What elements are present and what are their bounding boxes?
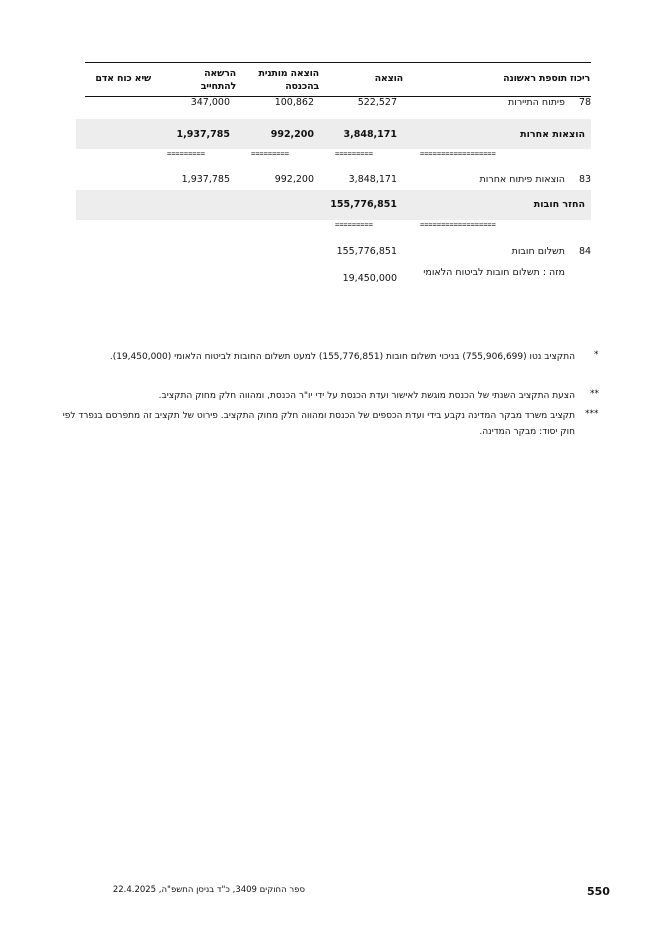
row78-conditional: 100,862	[274, 97, 314, 108]
note3-mark: ***	[585, 409, 599, 419]
row78-label: פיתוח התיירות	[507, 97, 565, 108]
header-conditional	[237, 67, 319, 93]
header-conditional-text: הוצאה מותנית בהכנסה	[258, 68, 319, 92]
row83-commitment: 1,937,785	[181, 174, 230, 185]
row78-commitment: 347,000	[190, 97, 230, 108]
row84-code: 84	[579, 246, 592, 257]
separator-conditional: =========	[251, 150, 289, 158]
row78-expense: 522,527	[357, 97, 397, 108]
header-manpower: שיא כוח אדם	[95, 73, 151, 84]
row83-conditional: 992,200	[274, 174, 314, 185]
row84-sub-label	[415, 266, 565, 279]
row84-sub-label-text: מזה : תשלום חובות לביטוח הלאומי	[423, 267, 565, 278]
separator-long: ==================	[420, 150, 496, 158]
row84-sub-expense: 19,450,000	[342, 273, 397, 284]
note2-text: הצעת התקציב השנתי של הכנסת מוגשת לאישור ועדת הכנסת על ידי יו"ר הכנסת, ומהווה חלק מחוק התקציב.	[158, 391, 575, 401]
note1-text: התקציב נטו (755,906,699) בניכוי תשלום חובות (155,776,851) למעט תשלום החובות לביטוח הלאומי (19,450,000).	[109, 352, 575, 362]
note3-text: תקציב משרד מבקר המדינה נקבע בידי ועדת הכספים של הכנסת ומהווה חלק מחוק התקציב. פירוט של תקציב זה מתפרסם בנפרד לפי חוק יסוד: מבקר המדינה.	[62, 411, 575, 437]
row83-code: 83	[579, 174, 592, 185]
page-number: 550	[587, 885, 610, 898]
header-commitment-text: הרשאה להתחייב	[200, 68, 236, 92]
other-total-label: הוצאות אחרות	[520, 129, 585, 140]
separator-long-2: ==================	[420, 221, 496, 229]
header-code: ריכוז תוספת ראשונה	[503, 73, 590, 84]
row83-label: הוצאות פיתוח אחרות	[479, 174, 565, 185]
row83-expense: 3,848,171	[348, 174, 397, 185]
row84-expense: 155,776,851	[336, 246, 397, 257]
note2-mark: **	[590, 389, 599, 399]
separator-expense-2: =========	[335, 221, 373, 229]
other-total-shade	[76, 119, 591, 149]
other-total-commitment: 1,937,785	[176, 129, 230, 140]
separator-commitment: =========	[167, 150, 205, 158]
publication-line: ספר החוקים 3409, כ"ד בניסן התשפ"ה, 22.4.2025	[112, 885, 305, 895]
row84-label: תשלום חובות	[511, 246, 565, 257]
table-top-rule	[85, 62, 591, 63]
note1-mark: *	[594, 350, 599, 360]
other-total-expense: 3,848,171	[343, 129, 397, 140]
header-commitment	[184, 67, 236, 93]
debt-return-label: החזר חובות	[533, 199, 585, 210]
header-expense: הוצאה	[374, 73, 403, 84]
separator-expense: =========	[335, 150, 373, 158]
debt-return-expense: 155,776,851	[330, 199, 397, 210]
row78-code: 78	[579, 97, 592, 108]
other-total-conditional: 992,200	[270, 129, 314, 140]
